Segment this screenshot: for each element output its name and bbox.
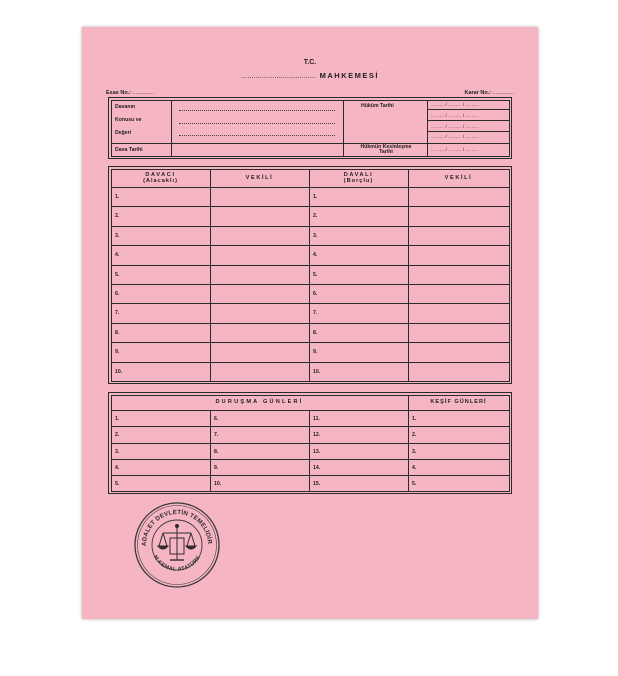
- hukum-date-field-2[interactable]: ......... / ......... / .........: [431, 113, 479, 118]
- davaci-row-number: 3.: [115, 232, 120, 239]
- davali-row-number: 8.: [313, 329, 318, 336]
- davaci-row-number: 7.: [115, 310, 120, 317]
- davaci-row-number: 8.: [115, 329, 120, 336]
- court-form-sheet: [82, 27, 538, 619]
- durusma-day-number: 4.: [115, 464, 120, 471]
- esas-no-field: [106, 90, 154, 96]
- durusma-day-number: 2.: [115, 432, 120, 439]
- davaci-row-number: 1.: [115, 194, 120, 200]
- durusma-day-number: 14.: [313, 464, 321, 471]
- hearing-days-table: [108, 392, 512, 494]
- davali-row-number: 10.: [313, 368, 321, 375]
- durusma-day-number: 3.: [115, 448, 120, 455]
- durusma-day-number: 15.: [313, 481, 321, 488]
- kesif-day-number: 1.: [412, 416, 417, 422]
- durusma-day-number: 11.: [313, 416, 320, 422]
- kesif-gunleri-header: KEŞİF GÜNLERİ: [430, 399, 487, 405]
- scales-icon: [158, 525, 196, 561]
- davali-row-number: 7.: [313, 310, 318, 317]
- hukum-date-field-1[interactable]: ......... / ......... / .........: [431, 102, 479, 107]
- seal-bottom-text: M.KEMAL ATATÜRK: [151, 554, 203, 573]
- ataturk-seal: [132, 500, 222, 590]
- mahkemesi-label: MAHKEMESİ: [319, 71, 379, 80]
- kesif-day-number: 5.: [412, 481, 417, 488]
- davali-row-number: 5.: [313, 271, 318, 278]
- degeri-label: Değeri: [115, 130, 132, 136]
- hukum-date-field-3[interactable]: ......... / ......... / .........: [431, 124, 479, 129]
- davaci-row-number: 4.: [115, 252, 120, 259]
- hukum-date-field-4[interactable]: ......... / ......... / .........: [431, 134, 479, 139]
- durusma-gunleri-header: DURUŞMA GÜNLERİ: [215, 399, 304, 405]
- davaci-row-number: 10.: [115, 368, 123, 375]
- durusma-day-number: 10.: [214, 481, 222, 488]
- durusma-day-number: 6.: [214, 416, 219, 422]
- davaci-row-number: 2.: [115, 213, 120, 220]
- davaci-row-number: 5.: [115, 271, 120, 278]
- davaci-row-number: 6.: [115, 291, 120, 297]
- durusma-day-number: 8.: [214, 448, 219, 455]
- karar-no-field: [464, 90, 514, 96]
- durusma-day-number: 1.: [115, 416, 120, 422]
- durusma-day-number: 7.: [214, 432, 219, 439]
- tc-heading: T.C.: [303, 59, 317, 66]
- esas-no-label: Esas No.:: [106, 90, 132, 96]
- davali-row-number: 2.: [313, 213, 318, 220]
- durusma-day-number: 5.: [115, 481, 120, 488]
- dava-tarihi-label: Dava Tarihi: [115, 147, 143, 153]
- parties-table: [108, 166, 512, 384]
- esas-no-blank: ..............: [132, 90, 155, 96]
- davali-row-number: 6.: [313, 291, 318, 297]
- kesif-day-number: 3.: [412, 448, 417, 455]
- karar-no-label: Karar No.:: [464, 90, 492, 96]
- davaci-vekili-header: VEKİLİ: [245, 175, 274, 181]
- case-info-box: [108, 97, 512, 159]
- davaci-row-number: 9.: [115, 349, 120, 356]
- davali-row-number: 4.: [313, 252, 318, 259]
- durusma-day-number: 13.: [313, 448, 321, 455]
- konusu-label: Konusu ve: [115, 117, 142, 123]
- davali-row-number: 3.: [313, 232, 318, 239]
- kesif-day-number: 2.: [412, 432, 417, 439]
- davali-vekili-header: VEKİLİ: [444, 175, 473, 181]
- davaci-header: DAVACI (Alacaklı): [143, 172, 178, 184]
- karar-no-blank: ..............: [492, 90, 514, 96]
- davali-header: DAVALI (Borçlu): [343, 172, 374, 184]
- seal-top-text: ADALET DEVLETİN TEMELİDİR: [140, 508, 214, 547]
- davali-row-number: 1.: [313, 194, 318, 200]
- hukum-tarihi-label: Hüküm Tarihi: [361, 103, 394, 109]
- davali-row-number: 9.: [313, 349, 318, 356]
- kesinlesme-tarihi-label: Hükmün Kesinleşme Tarihi: [360, 143, 412, 155]
- court-name-heading: [82, 71, 538, 80]
- kesif-day-number: 4.: [412, 464, 417, 471]
- durusma-day-number: 9.: [214, 464, 219, 471]
- court-name-blank: ....................................: [241, 71, 317, 80]
- kesinlesme-date-field[interactable]: ......... / ......... / .........: [431, 147, 479, 152]
- davanin-label: Davanın: [115, 104, 136, 110]
- durusma-day-number: 12.: [313, 432, 321, 439]
